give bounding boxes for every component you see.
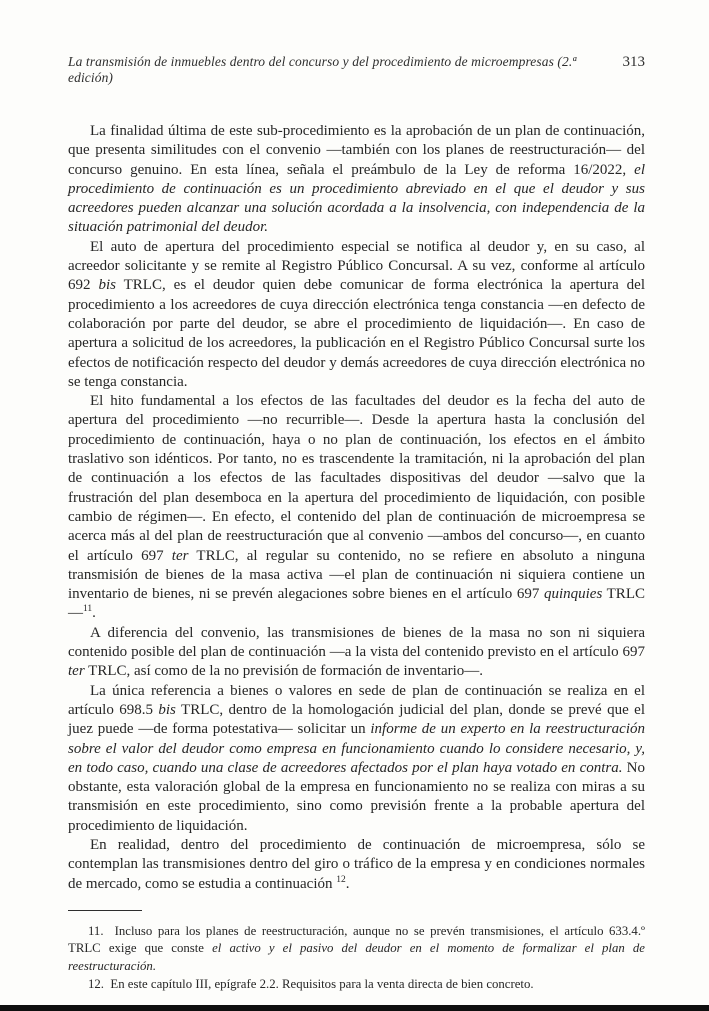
paragraph [68, 624, 645, 682]
text-run: . [345, 875, 350, 892]
text-run: La única referencia a bienes o valores en sede de plan de continuación se realiza en el artículo 698.5 [68, 682, 645, 718]
italic-run: quinquies [543, 586, 603, 603]
text-run: . [92, 605, 96, 622]
text-run: 12. En este capítulo III, epígrafe 2.2. Requisitos para la venta directa de bien concreto. [88, 976, 534, 991]
scan-edge-bar [0, 1005, 709, 1011]
text-run: TRLC— [68, 586, 645, 622]
footnote-reference: 12 [336, 874, 346, 885]
text-run: La finalidad última de este sub-procedimiento es la aprobación de un plan de continuación, que presenta similitudes con el convenio —también con los planes de reestructuración— del concurso genuino. En esta línea, señala el preámbulo de la Ley de reforma 16/2022, [68, 123, 645, 178]
text-run: El auto de apertura del procedimiento especial se notifica al deudor y, en su caso, al acreedor solicitante y se remite al Registro Público Concursal. A su vez, conforme al artículo 692 [68, 238, 645, 294]
footnote [68, 976, 645, 994]
text-run: TRLC, es el deudor quien debe comunicar de forma electrónica la apertura del procedimiento a los acreedores de cuya dirección electrónica tenga constancia —en defecto de colaboración por parte del deudor, se abre el procedimiento de liquidación—. En caso de apertura a solicitud de los acreedores, la publicación en el Registro Público Concursal surte los efectos de notificación respecto del deudor y demás acreedores de cuya dirección electrónica no se tenga constancia. [68, 277, 646, 390]
italic-run: bis [158, 701, 176, 718]
text-run: El hito fundamental a los efectos de las facultades del deudor es la fecha del auto de apertura del procedimiento —no recurrible—. Desde la apertura hasta la conclusión del procedimiento de continuación, haya o no plan de continuación, los efectos en el ámbito traslativo son idénticos. Por tanto, no es trascendente la tramitación, ni la aprobación del plan de continuación a los efectos de las facultades dispositivas del deudor —salvo que la frustración del plan desemboca en la apertura del procedimiento de liquidación, con posible cambio de régimen—. En efecto, el contenido del plan de continuación de microempresa se acerca más al del plan de reestructuración que al convenio —ambos del concurso—, en cuanto el artículo 697 [68, 393, 645, 564]
text-run: En realidad, dentro del procedimiento de continuación de microempresa, sólo se contemplan las transmisiones dentro del giro o tráfico de la empresa y en condiciones normales de mercado, como se estudia a continuación [68, 836, 645, 892]
italic-run: ter [68, 663, 85, 680]
footnote-list [68, 923, 645, 993]
paragraph [68, 836, 645, 894]
text-run: A diferencia del convenio, las transmisiones de bienes de la masa no son ni siquiera contenido posible del plan de continuación —a la vista del contenido previsto en el artículo 697 [68, 624, 645, 661]
footnotes-section [68, 910, 645, 993]
running-title: La transmisión de inmuebles dentro del concurso y del procedimiento de microempresas (2.ª edición) [68, 54, 577, 85]
running-head [68, 54, 645, 86]
italic-run: informe de un experto en la reestructuración sobre el valor del deudor como empresa en funcionamiento cuando lo considere necesario, y, en todo caso, cuando una clase de acreedores afectados por el plan haya votado en contra. [68, 721, 645, 776]
footnote [68, 923, 645, 976]
footnote-separator [68, 910, 142, 911]
text-run: No obstante, esta valoración global de la empresa en funcionamiento no se realiza con miras a su transmisión en este procedimiento, sino como previsión frente a la probable apertura del procedimiento de liquidación. [68, 759, 645, 834]
text-run: TRLC, dentro de la homologación judicial del plan, donde se prevé que el juez puede —de forma potestativa— solicitar un [68, 701, 645, 738]
page-number: 313 [622, 54, 645, 70]
italic-run: el activo y el pasivo del deudor en el momento de formalizar el plan de reestructuración. [68, 941, 645, 974]
footnote-reference: 11 [83, 604, 93, 615]
paragraph [68, 392, 645, 624]
italic-run: el procedimiento de continuación es un procedimiento abreviado en el que el deudor y sus acreedores pueden alcanzar una solución acordada a la insolvencia, con independencia de la situación patrimonial del deudor. [68, 161, 645, 236]
paragraph [68, 682, 645, 836]
body-text [68, 122, 645, 894]
italic-run: bis [98, 277, 116, 294]
text-run: TRLC, al regular su contenido, no se refiere en absoluto a ninguna transmisión de bienes de la masa activa —el plan de continuación ni siquiera contiene un inventario de bienes, ni se prevén alegaciones sobre bienes en el artículo 697 [68, 547, 645, 603]
text-run: TRLC, así como de la no previsión de formación de inventario—. [84, 663, 484, 680]
italic-run: ter [171, 547, 189, 564]
text-run: 11. Incluso para los planes de reestructuración, aunque no se prevén transmisiones, el artículo 633.4.º TRLC exige que conste [68, 923, 645, 956]
paragraph [68, 238, 645, 392]
paragraph [68, 122, 645, 238]
